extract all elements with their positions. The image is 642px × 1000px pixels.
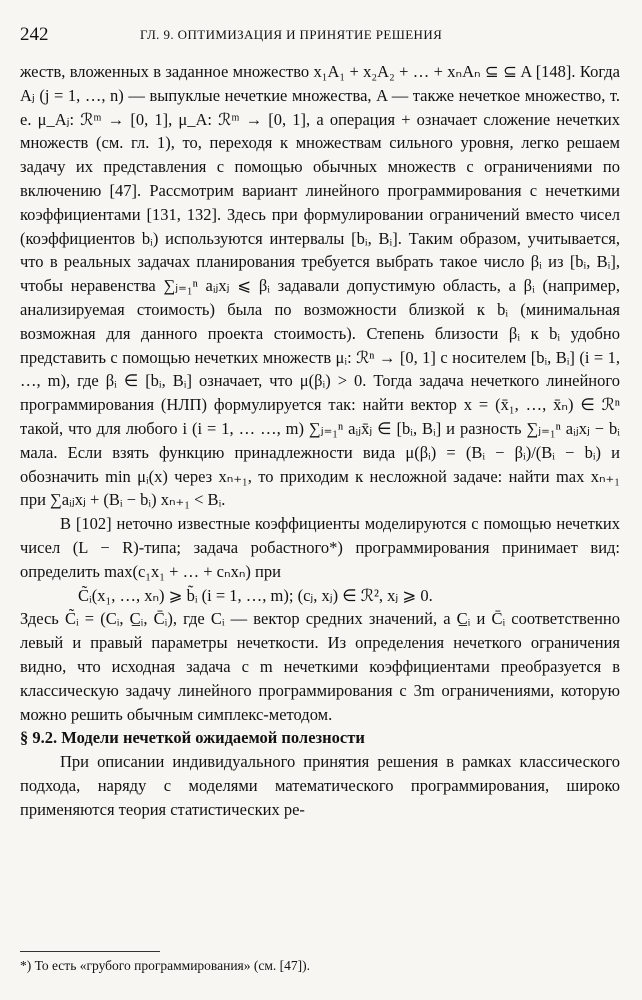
paragraph-3: Здесь C̃ᵢ = (Cᵢ, C̲ᵢ, C̄ᵢ), где Cᵢ — вектор средних значений, а C̲ᵢ и C̄ᵢ соответственно левый и правый параметры нечеткости. Из определения нечеткого ограничения видно, что исходная задача с m нечеткими коэффициентами преобразуется в классическую задачу линейного программирования с 3m ограничениями, которую можно решить обычным симплекс-методом. — [20, 609, 620, 724]
paragraph-2: В [102] неточно известные коэффициенты моделируются с помощью нечетких чисел (L − R)-типа; задача робастного*) программирования принимает вид: определить max(c₁x₁ + … + cₙxₙ) при — [20, 514, 620, 581]
footnote: *) То есть «грубого программирования» (см. [47]). — [20, 958, 311, 973]
body-text — [20, 60, 620, 822]
page-header — [20, 20, 620, 50]
page-number: 242 — [20, 24, 49, 45]
section-heading: § 9.2. Модели нечеткой ожидаемой полезности — [20, 728, 365, 748]
running-title: ГЛ. 9. ОПТИМИЗАЦИЯ И ПРИНЯТИЕ РЕШЕНИЯ — [140, 27, 443, 42]
section-paragraph: При описании индивидуального принятия решения в рамках классического подхода, наряду с моделями математического программирования, широко применяются теория статистических ре- — [20, 752, 620, 819]
paragraph-1: жеств, вложенных в заданное множество x₁A₁ + x₂A₂ + … + xₙAₙ ⊆ ⊆ A [148]. Когда Aⱼ (j = 1, …, n) — выпуклые нечеткие множества, A — также нечеткое множество, т. е. μ_Aⱼ: ℛᵐ → [0, 1], μ_A: ℛᵐ → [0, 1], а операция + означает сложение нечетких множеств (см. гл. 1), то, переходя к множествам сильного уровня, легко решаем задачу их представления с помощью обычных множеств с ограничениями по включению [47]. Рассмотрим вариант линейного программирования с нечеткими коэффициентами [131, 132]. Здесь при формулировании ограничений вместо чисел (коэффициентов bᵢ) используются интервалы [bᵢ, Bᵢ]. Таким образом, учитывается, что в реальных задачах планирования требуется выбрать такое число βᵢ из [bᵢ, Bᵢ], чтобы неравенства ∑ⱼ₌₁ⁿ aᵢⱼxⱼ ⩽ βᵢ задавали допустимую область, а βᵢ (например, анализируемая стоимость) была по возможности близкой к bᵢ (минимальная возможная для данного проекта стоимость). Степень близости βᵢ к bᵢ удобно представить с помощью нечетких множеств μᵢ: ℛⁿ → [0, 1] с носителем [bᵢ, Bᵢ] (i = 1, …, m), где βᵢ ∈ [bᵢ, Bᵢ] означает, что μ(βᵢ) > 0. Тогда задача нечеткого линейного программирования (НЛП) формулируется так: найти вектор x = (x̄₁, …, x̄ₙ) ∈ ℛⁿ такой, что для любого i (i = 1, … …, m) ∑ⱼ₌₁ⁿ aᵢⱼx̄ⱼ ∈ [bᵢ, Bᵢ] и разность ∑ⱼ₌₁ⁿ aᵢⱼxⱼ − bᵢ мала. Если взять функцию принадлежности вида μ(βᵢ) = (Bᵢ − βᵢ)/(Bᵢ − bᵢ) и обозначить min μᵢ(x) через xₙ₊₁, то приходим к несложной задаче: найти max xₙ₊₁ при ∑aᵢⱼxⱼ + (Bᵢ − bᵢ) xₙ₊₁ < Bᵢ. — [20, 62, 620, 510]
footnote-rule — [20, 951, 160, 952]
display-formula: C̃ᵢ(x₁, …, xₙ) ⩾ b̃ᵢ (i = 1, …, m); (cⱼ, xⱼ) ∈ ℛ², xⱼ ⩾ 0. — [78, 585, 433, 605]
